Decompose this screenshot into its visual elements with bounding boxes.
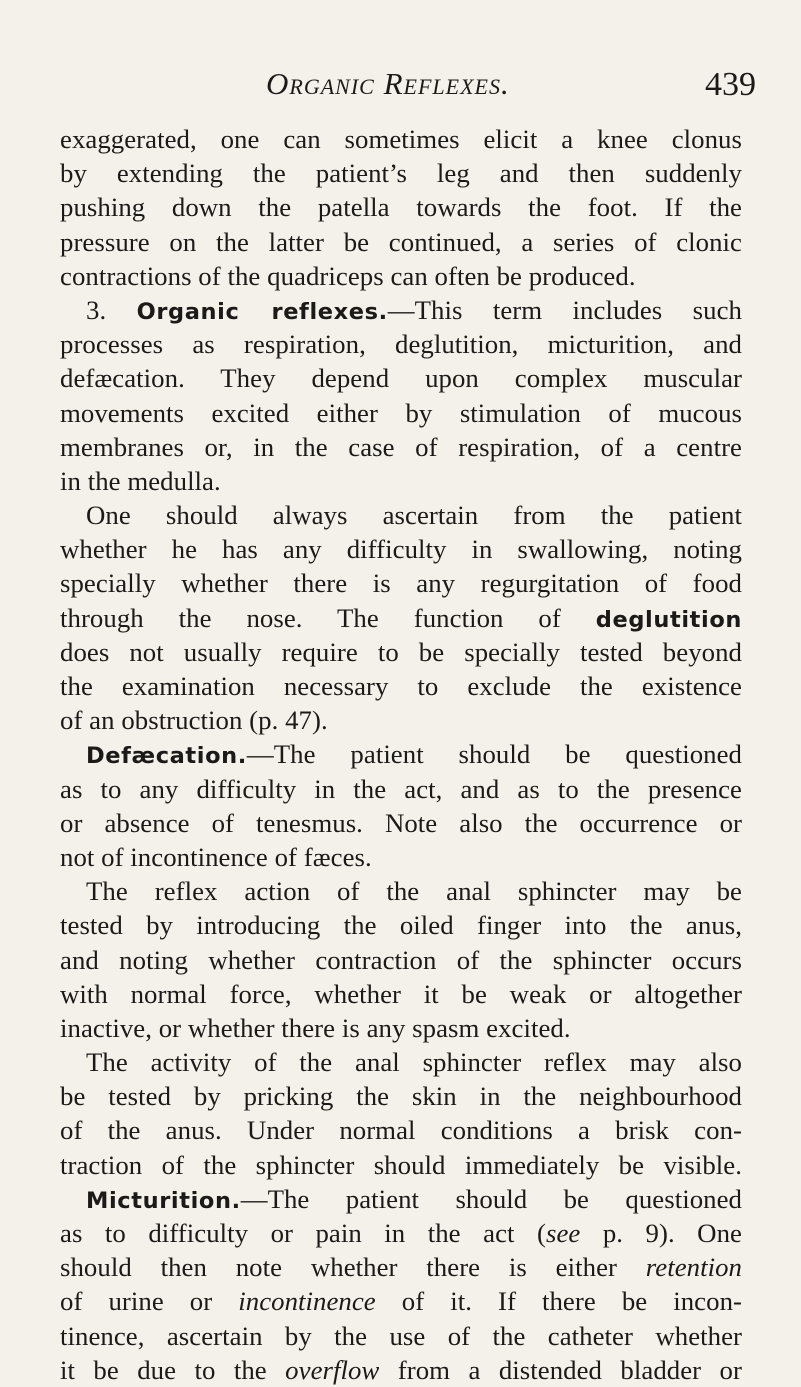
text-line: pressure on the latter be continued, a series of clonic	[60, 226, 742, 257]
text-line: or absence of tenesmus. Note also the occurrence or	[60, 807, 742, 838]
section-heading: Organic reflexes.	[136, 298, 388, 325]
text-line: defæcation. They depend upon complex muscular	[60, 363, 742, 394]
italic-term: incontinence	[238, 1286, 376, 1317]
section-heading: Defæcation.	[86, 743, 247, 770]
text-line: should then note whether there is either retention	[60, 1252, 742, 1283]
text-line: movements excited either by stimulation of mucous	[60, 397, 742, 428]
text-line: 3. Organic reflexes.—This term includes such	[86, 294, 742, 325]
chapter-title: Organic Reflexes.	[266, 66, 510, 101]
text-line: of urine or incontinence of it. If there be incon-	[60, 1286, 743, 1317]
text-line: One should always ascertain from the patient	[86, 500, 742, 531]
italic-term: see	[545, 1218, 581, 1248]
text-line: be tested by pricking the skin in the neighbourhood	[60, 1081, 742, 1112]
text-line: pushing down the patella towards the foot. If the	[60, 192, 742, 223]
text-line: of an obstruction (p. 47).	[60, 705, 328, 736]
italic-term: overflow	[285, 1354, 380, 1385]
text-line: as to any difficulty in the act, and as to the presence	[60, 773, 742, 804]
text-line: traction of the sphincter should immediately be visible.	[60, 1149, 742, 1180]
text-line: in the medulla.	[60, 465, 221, 496]
text-line: inactive, or whether there is any spasm excited.	[60, 1012, 571, 1043]
text-line: it be due to the overflow from a distended bladder or	[60, 1354, 742, 1385]
bold-term: deglutition	[595, 606, 742, 633]
section-heading: Micturition.	[86, 1187, 241, 1214]
text-line: processes as respiration, deglutition, micturition, and	[60, 329, 742, 360]
text-line: the examination necessary to exclude the existence	[60, 671, 742, 701]
text-line: does not usually require to be specially tested beyond	[60, 636, 742, 667]
text-line: The reflex action of the anal sphincter may be	[86, 876, 742, 907]
text-line: The activity of the anal sphincter reflex may also	[86, 1047, 742, 1078]
text-line: specially whether there is any regurgitation of food	[60, 568, 742, 599]
text-line: through the nose. The function of deglutition	[60, 602, 742, 633]
text-line: by extending the patient’s leg and then suddenly	[60, 158, 742, 189]
text-line: exaggerated, one can sometimes elicit a knee clonus	[60, 124, 742, 154]
text-line: Micturition.—The patient should be questioned	[86, 1183, 742, 1214]
text-line: Defæcation.—The patient should be questioned	[86, 739, 742, 770]
text-line: contractions of the quadriceps can often be produced.	[60, 260, 636, 291]
text-line: not of incontinence of fæces.	[60, 841, 372, 872]
body-text	[60, 122, 742, 1387]
running-head	[60, 62, 756, 110]
text-line: tinence, ascertain by the use of the catheter whether	[60, 1320, 742, 1351]
text-line: of the anus. Under normal conditions a brisk con-	[60, 1115, 742, 1146]
text-line: as to difficulty or pain in the act (see p. 9). One	[60, 1218, 742, 1248]
text-line: tested by introducing the oiled finger into the anus,	[60, 910, 742, 941]
italic-term: retention	[645, 1252, 742, 1283]
text-line: membranes or, in the case of respiration, of a centre	[60, 431, 742, 462]
page-number: 439	[705, 66, 756, 103]
text-line: with normal force, whether it be weak or altogether	[60, 978, 742, 1009]
text-line: and noting whether contraction of the sphincter occurs	[60, 944, 742, 975]
text-line: whether he has any difficulty in swallowing, noting	[60, 534, 742, 565]
